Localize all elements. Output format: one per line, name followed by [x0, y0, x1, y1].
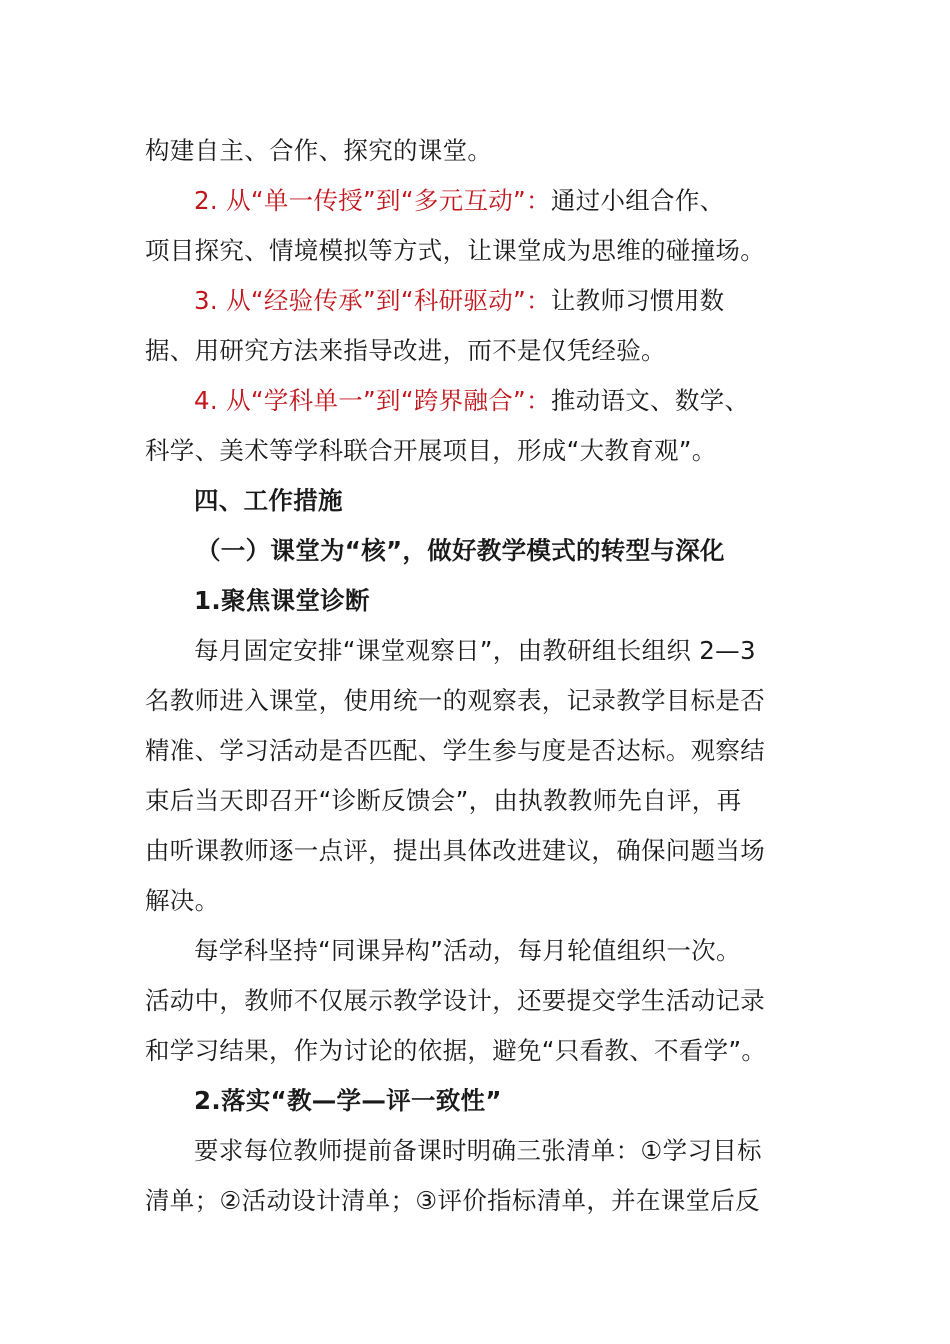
- text-line: 项目探究、情境模拟等方式，让课堂成为思维的碰撞场。: [145, 236, 765, 265]
- item-text: 通过小组合作、: [550, 186, 725, 215]
- list-item-3: [194, 286, 724, 316]
- point-heading: 1.聚焦课堂诊断: [194, 586, 370, 615]
- list-item-4: [194, 386, 749, 416]
- list-item-2: [194, 186, 724, 216]
- item-heading: 4. 从“学科单一”到“跨界融合”：: [194, 386, 551, 415]
- text-line: 束后当天即召开“诊断反馈会”，由执教教师先自评，再: [145, 786, 742, 815]
- text-line: 清单；②活动设计清单；③评价指标清单，并在课堂后反: [145, 1186, 760, 1215]
- section-heading: 四、工作措施: [194, 486, 343, 515]
- point-heading: 2.落实“教—学—评一致性”: [194, 1086, 502, 1115]
- text-line: 名教师进入课堂，使用统一的观察表，记录教学目标是否: [145, 686, 765, 715]
- text-line: 解决。: [145, 886, 220, 915]
- text-line: 和学习结果，作为讨论的依据，避免“只看教、不看学”。: [145, 1036, 767, 1065]
- item-heading: 2. 从“单一传授”到“多元互动”：: [194, 186, 551, 215]
- item-heading: 3. 从“经验传承”到“科研驱动”：: [194, 286, 551, 315]
- item-text: 推动语文、数学、: [550, 386, 750, 415]
- text-line: 构建自主、合作、探究的课堂。: [145, 136, 493, 165]
- text-line: 精准、学习活动是否匹配、学生参与度是否达标。观察结: [145, 736, 765, 765]
- text-line: 要求每位教师提前备课时明确三张清单：①学习目标: [194, 1136, 762, 1165]
- text-line: 据、用研究方法来指导改进，而不是仅凭经验。: [145, 336, 666, 365]
- item-text: 让教师习惯用数: [550, 286, 725, 315]
- text-line: 活动中，教师不仅展示教学设计，还要提交学生活动记录: [145, 986, 765, 1015]
- text-line: 每学科坚持“同课异构”活动，每月轮值组织一次。: [194, 936, 741, 965]
- subsection-heading: （一）课堂为“核”，做好教学模式的转型与深化: [196, 536, 725, 565]
- text-line: 科学、美术等学科联合开展项目，形成“大教育观”。: [145, 436, 717, 465]
- text-line: 由听课教师逐一点评，提出具体改进建议，确保问题当场: [145, 836, 765, 865]
- text-line: 每月固定安排“课堂观察日”，由教研组长组织 2—3: [194, 636, 756, 665]
